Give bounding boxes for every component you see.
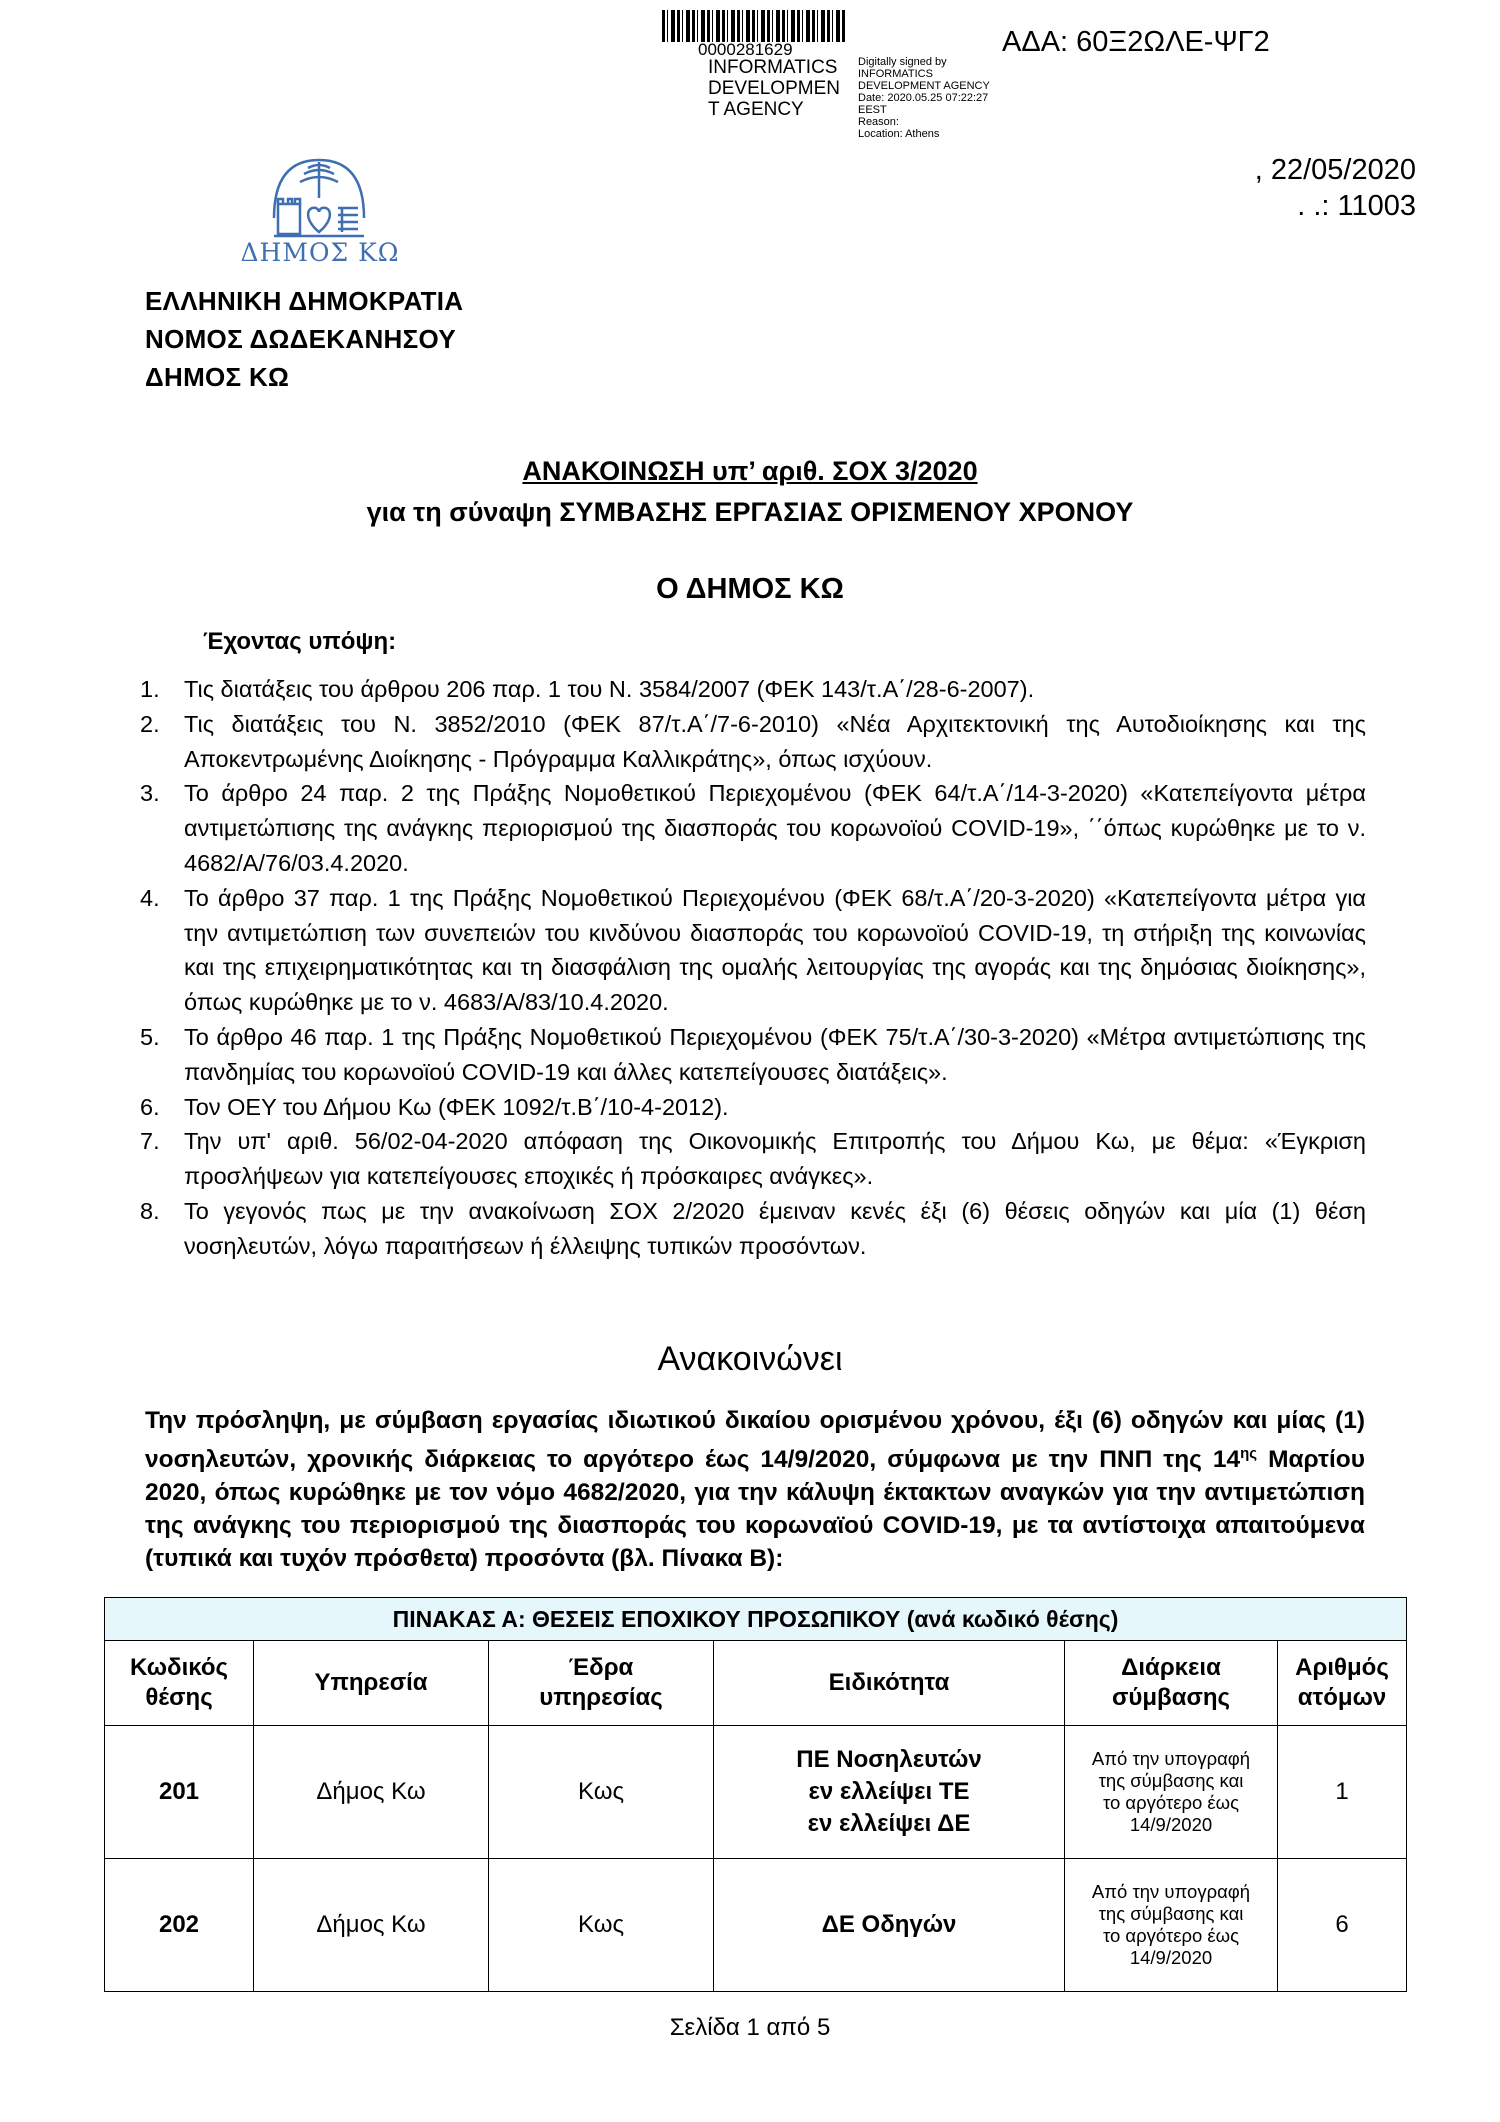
list-item xyxy=(140,707,1366,777)
digisign-line: Reason: xyxy=(858,116,899,128)
org-line-municipality: ΔΗΜΟΣ ΚΩ xyxy=(145,362,290,392)
announcement-subtitle: για τη σύναψη ΣΥΜΒΑΣΗΣ ΕΡΓΑΣΙΑΣ ΟΡΙΣΜΕΝΟΥ ΧΡΟΝΟΥ xyxy=(366,497,1134,527)
ada-code: ΑΔΑ: 60Ξ2ΩΛΕ-ΨΓ2 xyxy=(1002,26,1270,58)
table-row xyxy=(105,1726,1407,1859)
barcode xyxy=(662,10,846,42)
cell-service: Δήμος Κω xyxy=(254,1726,489,1859)
agency-line: INFORMATICS xyxy=(708,57,838,78)
signing-agency xyxy=(708,57,856,120)
digisign-line: EEST xyxy=(858,104,887,116)
document-date: , 22/05/2020 xyxy=(1254,154,1416,186)
table-header-row xyxy=(105,1641,1407,1726)
cell-duration: Από την υπογραφή της σύμβασης και το αργότερο έως 14/9/2020 xyxy=(1065,1859,1278,1992)
logo-text: ΔΗΜΟΣ ΚΩ xyxy=(240,238,400,267)
list-item-number: 4. xyxy=(140,884,160,911)
considerations-list xyxy=(140,672,1366,1264)
digital-signature-info xyxy=(858,56,1018,140)
list-item-number: 5. xyxy=(140,1023,160,1050)
list-item xyxy=(140,1124,1366,1194)
list-item-number: 8. xyxy=(140,1197,160,1224)
cell-code: 202 xyxy=(105,1859,254,1992)
list-item-text: Τον ΟΕΥ του Δήμου Κω (ΦΕΚ 1092/τ.Β΄/10-4-2012). xyxy=(184,1093,729,1120)
protocol-number: . .: 11003 xyxy=(1297,190,1416,222)
list-item xyxy=(140,776,1366,880)
list-item-text: Τις διατάξεις του Ν. 3852/2010 (ΦΕΚ 87/τ.Α΄/7-6-2010) «Νέα Αρχιτεκτονική της Αυτοδιοίκησης και της Αποκεντρωμένης Διοίκησης - Πρόγραμμα Καλλικράτης», όπως ισχύουν. xyxy=(184,710,1366,772)
header-code: Κωδικός θέσης xyxy=(105,1641,254,1726)
digisign-line: Date: 2020.05.25 07:22:27 xyxy=(858,92,989,104)
digisign-line: DEVELOPMENT AGENCY xyxy=(858,80,990,92)
list-item xyxy=(140,1194,1366,1264)
agency-line: DEVELOPMEN xyxy=(708,78,840,99)
barcode-number: 0000281629 xyxy=(698,40,793,59)
digisign-line: Digitally signed by xyxy=(858,56,947,68)
list-item xyxy=(140,1020,1366,1090)
announces-heading: Ανακοινώνει xyxy=(657,1340,843,1378)
list-item-text: Το άρθρο 24 παρ. 2 της Πράξης Νομοθετικού Περιεχομένου (ΦΕΚ 64/τ.Α΄/14-3-2020) «Κατεπείγοντα μέτρα αντιμετώπισης της ανάγκης περιορισμού της διασποράς του κορωνοϊού COVID-19», ΄΄όπως κυρώθηκε με το ν. 4682/Α/76/03.4.2020. xyxy=(184,780,1366,876)
header-service: Υπηρεσία xyxy=(254,1641,489,1726)
page-footer: Σελίδα 1 από 5 xyxy=(669,2014,831,2041)
header-persons: Αριθμός ατόμων xyxy=(1278,1641,1407,1726)
announcement-paragraph xyxy=(145,1404,1365,1575)
list-item-number: 3. xyxy=(140,780,160,807)
announcement-title: ΑΝΑΚΟΙΝΩΣΗ υπ’ αριθ. ΣΟΧ 3/2020 xyxy=(522,456,978,486)
cell-seat: Κως xyxy=(489,1726,714,1859)
cell-persons: 1 xyxy=(1278,1726,1407,1859)
list-item xyxy=(140,1090,1366,1125)
header-seat: Έδρα υπηρεσίας xyxy=(489,1641,714,1726)
positions-table xyxy=(104,1597,1407,1992)
list-item xyxy=(140,881,1366,1020)
list-item xyxy=(140,672,1366,707)
paragraph-text: Την πρόσληψη, με σύμβαση εργασίας ιδιωτικού δικαίου ορισμένου χρόνου, έξι (6) οδηγών και μίας (1) νοσηλευτών, χρονικής διάρκειας το αργότερο έως 14/9/2020, σύμφωνα με την ΠΝΠ της 14 xyxy=(145,1407,1365,1474)
header-specialty: Ειδικότητα xyxy=(714,1641,1065,1726)
list-item-number: 6. xyxy=(140,1093,160,1120)
cell-seat: Κως xyxy=(489,1859,714,1992)
header-duration: Διάρκεια σύμβασης xyxy=(1065,1641,1278,1726)
table-caption: ΠΙΝΑΚΑΣ Α: ΘΕΣΕΙΣ ΕΠΟΧΙΚΟΥ ΠΡΟΣΩΠΙΚΟΥ (ανά κωδικό θέσης) xyxy=(105,1598,1407,1641)
list-item-text: Το άρθρο 37 παρ. 1 της Πράξης Νομοθετικού Περιεχομένου (ΦΕΚ 68/τ.Α΄/20-3-2020) «Κατεπείγοντα μέτρα για την αντιμετώπιση των συνεπειών του κινδύνου διασποράς του κορωνοϊού COVID-19, τη στήριξη της κοινωνίας και της επιχειρηματικότητας και τη διασφάλιση της ομαλής λειτουργίας της αγοράς και της δημόσιας διοίκησης», όπως κυρώθηκε με το ν. 4683/Α/83/10.4.2020. xyxy=(184,884,1366,1016)
list-item-number: 7. xyxy=(140,1128,160,1155)
cell-code: 201 xyxy=(105,1726,254,1859)
paragraph-superscript: ης xyxy=(1240,1445,1258,1462)
paragraph-text: Μαρτίου 2020, όπως κυρώθηκε με τον νόμο 4682/2020, για την κάλυψη έκτακτων αναγκών για την αντιμετώπιση της ανάγκης του περιορισμού της διασποράς του κορωναϊού COVID-19, με τα αντίστοιχα απαιτούμενα (τυπικά και τυχόν πρόσθετα) προσόντα (βλ. Πίνακα Β): xyxy=(145,1446,1366,1573)
table-row xyxy=(105,1859,1407,1992)
cell-duration: Από την υπογραφή της σύμβασης και το αργότερο έως 14/9/2020 xyxy=(1065,1726,1278,1859)
org-line-prefecture: ΝΟΜΟΣ ΔΩΔΕΚΑΝΗΣΟΥ xyxy=(145,324,456,354)
having-in-view-label: Έχοντας υπόψη: xyxy=(203,628,397,655)
issuer-heading: Ο ΔΗΜΟΣ ΚΩ xyxy=(656,573,844,605)
digisign-line: Location: Athens xyxy=(858,128,940,140)
cell-service: Δήμος Κω xyxy=(254,1859,489,1992)
digisign-line: INFORMATICS xyxy=(858,68,933,80)
list-item-number: 2. xyxy=(140,710,160,737)
agency-line: T AGENCY xyxy=(708,99,804,120)
list-item-text: Την υπ' αριθ. 56/02-04-2020 απόφαση της Οικονομικής Επιτροπής του Δήμου Κω, με θέμα: «Έγκριση προσλήψεων για κατεπείγουσες εποχικές ή πρόσκαιρες ανάγκες». xyxy=(184,1128,1366,1190)
list-item-text: Τις διατάξεις του άρθρου 206 παρ. 1 του Ν. 3584/2007 (ΦΕΚ 143/τ.Α΄/28-6-2007). xyxy=(184,676,1035,702)
list-item-text: Το γεγονός πως με την ανακοίνωση ΣΟΧ 2/2020 έμειναν κενές έξι (6) θέσεις οδηγών και μία (1) θέση νοσηλευτών, λόγω παραιτήσεων ή έλλειψης τυπικών προσόντων. xyxy=(184,1197,1366,1259)
list-item-number: 1. xyxy=(140,676,160,702)
cell-specialty: ΔΕ Οδηγών xyxy=(714,1859,1065,1992)
list-item-text: Το άρθρο 46 παρ. 1 της Πράξης Νομοθετικού Περιεχομένου (ΦΕΚ 75/τ.Α΄/30-3-2020) «Μέτρα αντιμετώπισης της πανδημίας του κορωνοϊού COVID-19 και άλλες κατεπείγουσες διατάξεις». xyxy=(184,1023,1366,1085)
cell-persons: 6 xyxy=(1278,1859,1407,1992)
cell-specialty: ΠΕ Νοσηλευτών εν ελλείψει ΤΕ εν ελλείψει ΔΕ xyxy=(714,1726,1065,1859)
org-line-republic: ΕΛΛΗΝΙΚΗ ΔΗΜΟΚΡΑΤΙΑ xyxy=(145,286,464,316)
